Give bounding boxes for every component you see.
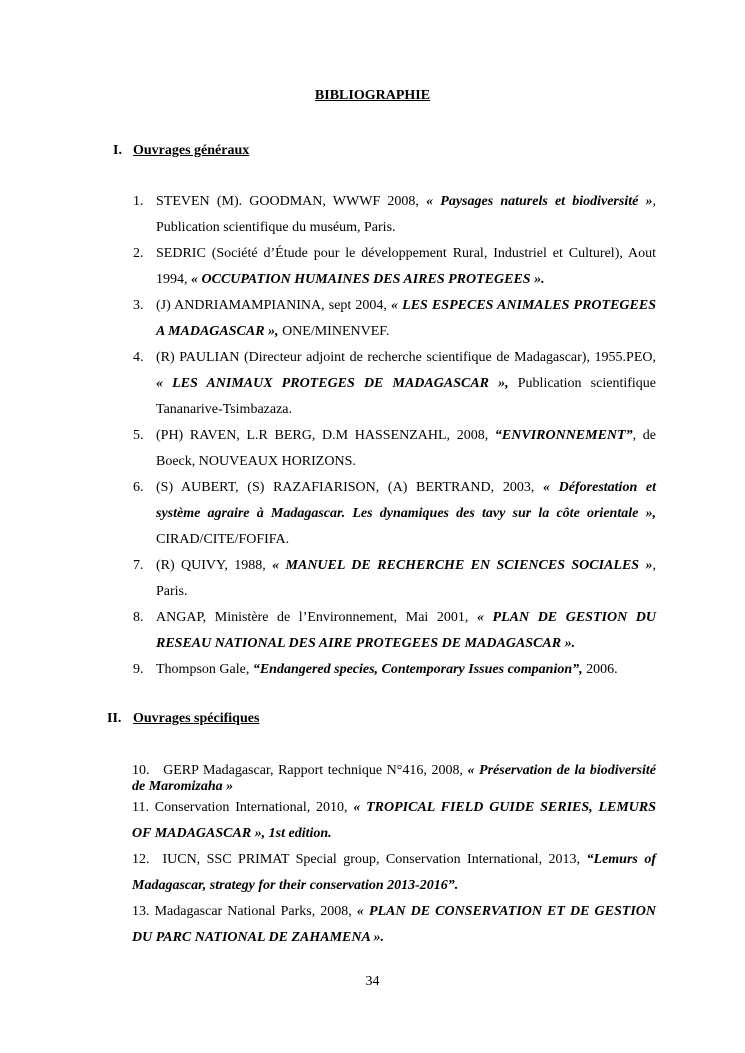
page-number: 34 <box>365 974 380 989</box>
reference-item <box>133 189 656 241</box>
reference-item <box>132 763 656 795</box>
section-label: Ouvrages spécifiques <box>133 711 260 726</box>
reference-number: 7. <box>133 558 144 573</box>
reference-item <box>132 847 656 899</box>
reference-title: « LES ANIMAUX PROTEGES DE MADAGASCAR », <box>156 376 509 391</box>
reference-title: « OCCUPATION HUMAINES DES AIRES PROTEGEES ». <box>191 272 545 287</box>
reference-number: 4. <box>133 350 144 365</box>
reference-title: « Déforestation et système agraire à Madagascar. Les dynamiques des tavy sur la côte orientale », <box>156 480 656 521</box>
reference-item <box>133 241 656 293</box>
section-heading-specific <box>107 711 259 727</box>
reference-publisher: Publication scientifique Tananarive-Tsimbazaza. <box>156 376 656 417</box>
reference-text: (PH) RAVEN, L.R BERG, D.M HASSENZAHL, 2008, <box>156 428 495 443</box>
reference-text: Thompson Gale, <box>156 662 253 677</box>
reference-text: Madagascar National Parks, 2008, <box>154 904 357 919</box>
reference-item <box>133 605 656 657</box>
reference-number: 3. <box>133 298 144 313</box>
specific-references-list <box>132 763 656 951</box>
page-title: BIBLIOGRAPHIE <box>314 88 431 103</box>
reference-title: « MANUEL DE RECHERCHE EN SCIENCES SOCIALES » <box>272 558 653 573</box>
reference-number: 1. <box>133 194 144 209</box>
reference-text: Conservation International, 2010, <box>154 800 354 815</box>
reference-title: « LES ESPECES ANIMALES PROTEGEES A MADAGASCAR », <box>156 298 656 339</box>
reference-title: “ENVIRONNEMENT” <box>494 428 633 443</box>
reference-text: (R) QUIVY, 1988, <box>156 558 273 573</box>
reference-item <box>132 795 656 847</box>
reference-number: 13. <box>132 904 150 919</box>
reference-text: (J) ANDRIAMAMPIANINA, sept 2004, <box>156 298 392 313</box>
reference-number: 2. <box>133 246 144 261</box>
reference-number: 6. <box>133 480 144 495</box>
reference-number: 8. <box>133 610 144 625</box>
reference-publisher: , de Boeck, NOUVEAUX HORIZONS. <box>156 428 656 469</box>
reference-number: 9. <box>133 662 144 677</box>
reference-title: “Lemurs of Madagascar, strategy for their conservation 2013-2016”. <box>132 852 657 893</box>
reference-text: STEVEN (M). GOODMAN, WWWF 2008, <box>156 194 427 209</box>
reference-text: ANGAP, Ministère de l’Environnement, Mai 2001, <box>156 610 477 625</box>
reference-item <box>133 657 656 683</box>
reference-number: 10. <box>132 763 150 778</box>
reference-publisher: , Publication scientifique du muséum, Paris. <box>156 194 656 235</box>
reference-item <box>133 293 656 345</box>
reference-number: 12. <box>132 852 150 867</box>
reference-text: (R) PAULIAN (Directeur adjoint de recherche scientifique de Madagascar), 1955.PEO, <box>156 350 656 365</box>
reference-publisher: CIRAD/CITE/FOFIFA. <box>156 532 290 547</box>
reference-item <box>132 899 656 951</box>
reference-title: « TROPICAL FIELD GUIDE SERIES, LEMURS OF MADAGASCAR », 1st edition. <box>132 800 657 841</box>
reference-text: GERP Madagascar, Rapport technique N°416, 2008, <box>163 763 468 778</box>
reference-text: IUCN, SSC PRIMAT Special group, Conservation International, 2013, <box>162 852 587 867</box>
section-heading-general <box>113 143 249 159</box>
reference-item <box>133 423 656 475</box>
general-references-list <box>133 189 656 683</box>
reference-publisher: ONE/MINENVEF. <box>278 324 390 339</box>
reference-item <box>133 553 656 605</box>
reference-publisher: , Paris. <box>156 558 656 599</box>
reference-item <box>133 345 656 423</box>
reference-title: « Paysages naturels et biodiversité » <box>426 194 653 209</box>
reference-title: « PLAN DE GESTION DU RESEAU NATIONAL DES AIRE PROTEGEES DE MADAGASCAR ». <box>156 610 656 651</box>
section-label: Ouvrages généraux <box>133 143 250 158</box>
reference-title: « PLAN DE CONSERVATION ET DE GESTION DU PARC NATIONAL DE ZAHAMENA ». <box>132 904 657 945</box>
reference-number: 5. <box>133 428 144 443</box>
reference-publisher: 2006. <box>582 662 618 677</box>
reference-title: “Endangered species, Contemporary Issues companion”, <box>252 662 583 677</box>
reference-text: SEDRIC (Société d’Étude pour le développement Rural, Industriel et Culturel), Aout 1994, <box>156 246 656 287</box>
reference-text: (S) AUBERT, (S) RAZAFIARISON, (A) BERTRAND, 2003, <box>156 480 543 495</box>
section-number: II. <box>107 711 122 726</box>
reference-title: « Préservation de la biodiversité de Maromizaha » <box>132 763 656 794</box>
reference-item <box>133 475 656 553</box>
reference-number: 11. <box>132 800 149 815</box>
section-number: I. <box>113 143 122 158</box>
